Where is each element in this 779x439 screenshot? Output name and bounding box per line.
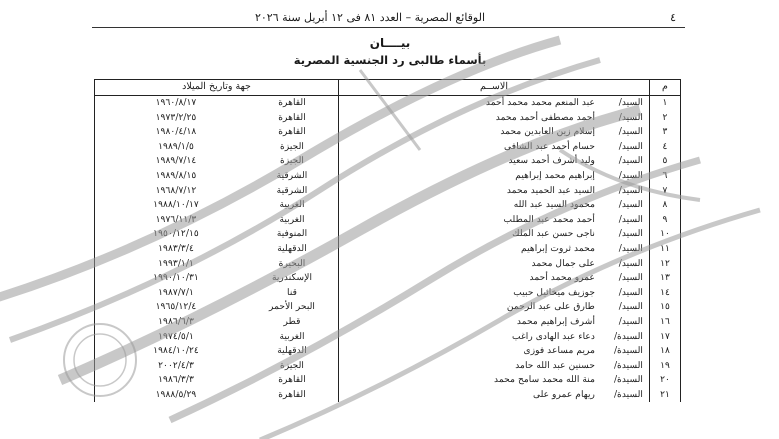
birth-date: ١٩٨٩/٨/١٥ xyxy=(155,170,197,182)
birth-cell xyxy=(95,184,339,199)
honorific: السيد/ xyxy=(618,243,643,255)
birth-cell xyxy=(95,373,339,388)
birth-date: ١٩٦٥/١٢/٤ xyxy=(155,301,197,313)
table-row xyxy=(95,315,681,330)
row-number: ٦ xyxy=(650,169,681,184)
birth-date: ١٩٨٦/٦/٣ xyxy=(158,316,194,327)
honorific: السيد/ xyxy=(618,257,643,269)
honorific: السيد/ xyxy=(618,301,643,313)
birth-date: ١٩٥٠/١٢/١٥ xyxy=(153,228,199,240)
col-header-number: م xyxy=(650,80,681,96)
table-row xyxy=(95,227,681,242)
applicant-name-cell xyxy=(339,198,650,213)
row-number: ١٥ xyxy=(650,300,681,315)
birth-place: قطر xyxy=(283,316,301,327)
birth-cell xyxy=(95,111,339,126)
applicant-name: أشرف إبراهيم محمد xyxy=(516,316,595,327)
birth-place: الدقهلية xyxy=(277,345,307,357)
row-number: ١٦ xyxy=(650,315,681,330)
honorific: السيدة/ xyxy=(613,330,643,342)
birth-place: الجيزة xyxy=(280,155,304,167)
applicant-name-cell xyxy=(339,213,650,228)
row-number: ٥ xyxy=(650,154,681,169)
table-row xyxy=(95,169,681,184)
table-row xyxy=(95,330,681,345)
birth-place: القاهرة xyxy=(278,374,306,386)
col-header-name: الاســم xyxy=(339,80,650,96)
applicant-name-cell xyxy=(339,300,650,315)
table-row xyxy=(95,388,681,403)
applicants-table xyxy=(94,79,681,402)
applicant-name: أحمد مصطفى أحمد محمد xyxy=(495,111,595,123)
page-number: ٤ xyxy=(670,11,676,24)
applicant-name: على جمال محمد xyxy=(531,257,595,269)
row-number: ١٣ xyxy=(650,271,681,286)
applicant-name-cell xyxy=(339,257,650,272)
birth-place: القاهرة xyxy=(278,111,306,123)
row-number: ٢ xyxy=(650,111,681,126)
honorific: السيد/ xyxy=(618,213,643,225)
running-header xyxy=(90,11,690,27)
birth-cell xyxy=(95,198,339,213)
applicant-name: دعاء عبد الهادى راغب xyxy=(511,330,595,342)
applicant-name-cell xyxy=(339,111,650,126)
birth-date: ١٩٨٣/٣/٤ xyxy=(158,243,194,255)
birth-date: ١٩٨٩/٧/١٤ xyxy=(155,155,197,167)
honorific: السيد/ xyxy=(618,155,643,167)
birth-date: ١٩٩٣/١/١ xyxy=(158,257,194,269)
birth-cell xyxy=(95,154,339,169)
honorific: السيدة/ xyxy=(613,359,643,371)
applicant-name: مريم مساعد فوزى xyxy=(523,345,595,357)
applicant-name: محمد ثروت إبراهيم xyxy=(520,243,595,255)
birth-place: الشرقية xyxy=(276,170,308,182)
applicant-name: محمود السيد عبد الله xyxy=(513,199,595,211)
row-number: ٧ xyxy=(650,184,681,199)
applicant-name-cell xyxy=(339,242,650,257)
applicant-name-cell xyxy=(339,154,650,169)
applicant-name: إسلام زين العابدين محمد xyxy=(500,126,595,138)
applicant-name-cell xyxy=(339,96,650,111)
table-body xyxy=(95,96,681,403)
birth-date: ١٩٨٨/٥/٢٩ xyxy=(155,388,197,400)
birth-cell xyxy=(95,227,339,242)
table-row xyxy=(95,111,681,126)
row-number: ٢٠ xyxy=(650,373,681,388)
table-header-row xyxy=(95,80,681,96)
honorific: السيد/ xyxy=(618,140,643,152)
applicant-name: ريهام عمرو على xyxy=(532,388,595,400)
applicant-name: ناجى حسن عبد الملك xyxy=(512,228,595,240)
row-number: ١٠ xyxy=(650,227,681,242)
birth-cell xyxy=(95,169,339,184)
birth-place: الجيزة xyxy=(280,359,304,371)
table-row xyxy=(95,154,681,169)
header-rule xyxy=(92,27,685,28)
birth-place: الغربية xyxy=(279,199,305,211)
applicant-name-cell xyxy=(339,315,650,330)
applicant-name-cell xyxy=(339,373,650,388)
birth-place: الغربية xyxy=(279,330,305,342)
birth-date: ١٩٦٨/٧/١٢ xyxy=(155,184,197,196)
table-row xyxy=(95,198,681,213)
birth-date: ١٩٧٦/١١/٣ xyxy=(155,213,197,225)
table-row xyxy=(95,184,681,199)
birth-cell xyxy=(95,271,339,286)
applicant-name-cell xyxy=(339,125,650,140)
birth-place: القاهرة xyxy=(278,388,306,400)
honorific: السيد/ xyxy=(618,199,643,211)
table-row xyxy=(95,96,681,111)
birth-place: البحر الأحمر xyxy=(269,301,315,313)
row-number: ١٨ xyxy=(650,344,681,359)
birth-cell xyxy=(95,125,339,140)
applicant-name: أحمد محمد عبد المطلب xyxy=(503,213,595,225)
honorific: السيد/ xyxy=(618,126,643,138)
birth-cell xyxy=(95,359,339,374)
honorific: السيد/ xyxy=(618,170,643,182)
applicant-name: جوزيف ميخائيل حبيب xyxy=(513,286,595,298)
birth-cell xyxy=(95,344,339,359)
applicant-name-cell xyxy=(339,330,650,345)
table-row xyxy=(95,286,681,301)
applicant-name-cell xyxy=(339,286,650,301)
document-title: بيــــان xyxy=(369,36,411,50)
birth-place: قنا xyxy=(287,286,297,298)
running-title: الوقائع المصرية – العدد ٨١ فى ١٢ أبريل سنة ٢٠٢٦ xyxy=(254,11,486,24)
table-row xyxy=(95,125,681,140)
honorific: السيد/ xyxy=(618,228,643,240)
honorific: السيد/ xyxy=(618,272,643,284)
honorific: السيدة/ xyxy=(613,345,643,357)
row-number: ١٩ xyxy=(650,359,681,374)
applicant-name-cell xyxy=(339,271,650,286)
birth-cell xyxy=(95,140,339,155)
birth-cell xyxy=(95,213,339,228)
honorific: السيد/ xyxy=(618,184,643,196)
col-header-birth: جهة وتاريخ الميلاد xyxy=(95,80,339,96)
applicant-name-cell xyxy=(339,184,650,199)
row-number: ٣ xyxy=(650,125,681,140)
applicant-name-cell xyxy=(339,169,650,184)
birth-date: ١٩٧٣/٢/٢٥ xyxy=(155,111,197,123)
birth-date: ١٩٨٦/٣/٣ xyxy=(158,374,194,386)
applicant-name: إبراهيم محمد إبراهيم xyxy=(515,170,595,182)
table-row xyxy=(95,373,681,388)
applicant-name: حسنين عبد الله حامد xyxy=(515,359,595,371)
birth-date: ٢٠٠٢/٤/٣ xyxy=(158,359,194,371)
birth-cell xyxy=(95,257,339,272)
applicant-name: حسام أحمد عبد الشافى xyxy=(504,140,595,152)
birth-cell xyxy=(95,286,339,301)
birth-place: الدقهلية xyxy=(277,243,307,255)
birth-date: ١٩٧٤/٥/١ xyxy=(158,330,194,342)
birth-cell xyxy=(95,96,339,111)
birth-place: المنوفية xyxy=(276,228,308,240)
birth-place: القاهرة xyxy=(278,126,306,138)
birth-place: الشرقية xyxy=(276,184,308,196)
row-number: ١ xyxy=(650,96,681,111)
table-row xyxy=(95,140,681,155)
row-number: ٨ xyxy=(650,198,681,213)
birth-cell xyxy=(95,315,339,330)
applicant-name-cell xyxy=(339,227,650,242)
birth-date: ١٩٩٠/١٠/٣١ xyxy=(153,272,199,284)
birth-cell xyxy=(95,242,339,257)
row-number: ١٧ xyxy=(650,330,681,345)
birth-cell xyxy=(95,330,339,345)
birth-place: القاهرة xyxy=(278,97,306,109)
birth-cell xyxy=(95,388,339,403)
birth-date: ١٩٨٨/١٠/١٧ xyxy=(153,199,199,211)
row-number: ٢١ xyxy=(650,388,681,403)
applicant-name-cell xyxy=(339,140,650,155)
birth-place: الإسكندرية xyxy=(271,272,313,284)
row-number: ١١ xyxy=(650,242,681,257)
birth-date: ١٩٨٠/٤/١٨ xyxy=(155,126,197,138)
applicant-name: منة الله محمد سامح محمد xyxy=(494,374,595,386)
applicant-name: السيد عبد الحميد محمد xyxy=(506,184,595,196)
document-subtitle: بأسماء طالبى رد الجنسية المصرية xyxy=(293,53,487,67)
applicant-name-cell xyxy=(339,344,650,359)
applicant-name-cell xyxy=(339,359,650,374)
applicant-name: طارق على عبد الرحمن xyxy=(506,301,595,313)
birth-date: ١٩٨٧/٧/١ xyxy=(158,286,194,298)
table-row xyxy=(95,213,681,228)
table-row xyxy=(95,257,681,272)
birth-cell xyxy=(95,300,339,315)
applicant-name: عبد المنعم محمد محمد أحمد xyxy=(485,97,595,109)
table-row xyxy=(95,242,681,257)
honorific: السيد/ xyxy=(618,97,643,109)
row-number: ٩ xyxy=(650,213,681,228)
applicant-name-cell xyxy=(339,388,650,403)
honorific: السيد/ xyxy=(618,286,643,298)
birth-date: ١٩٦٠/٨/١٧ xyxy=(155,97,197,109)
applicant-name: وليد أشرف أحمد سعيد xyxy=(508,155,595,167)
honorific: السيدة/ xyxy=(613,374,643,386)
table-row xyxy=(95,344,681,359)
row-number: ٤ xyxy=(650,140,681,155)
birth-date: ١٩٨٤/١٠/٢٤ xyxy=(153,345,199,357)
applicant-name: عمرو محمد أحمد xyxy=(529,272,595,284)
honorific: السيد/ xyxy=(618,111,643,123)
birth-place: الجيزة xyxy=(280,140,304,152)
table-row xyxy=(95,300,681,315)
birth-place: الغربية xyxy=(279,213,305,225)
birth-place: البحيرة xyxy=(278,257,306,269)
honorific: السيد/ xyxy=(618,316,643,327)
row-number: ١٢ xyxy=(650,257,681,272)
table-row xyxy=(95,271,681,286)
honorific: السيدة/ xyxy=(613,388,643,400)
row-number: ١٤ xyxy=(650,286,681,301)
table-row xyxy=(95,359,681,374)
birth-date: ١٩٨٩/١/٥ xyxy=(158,140,194,152)
